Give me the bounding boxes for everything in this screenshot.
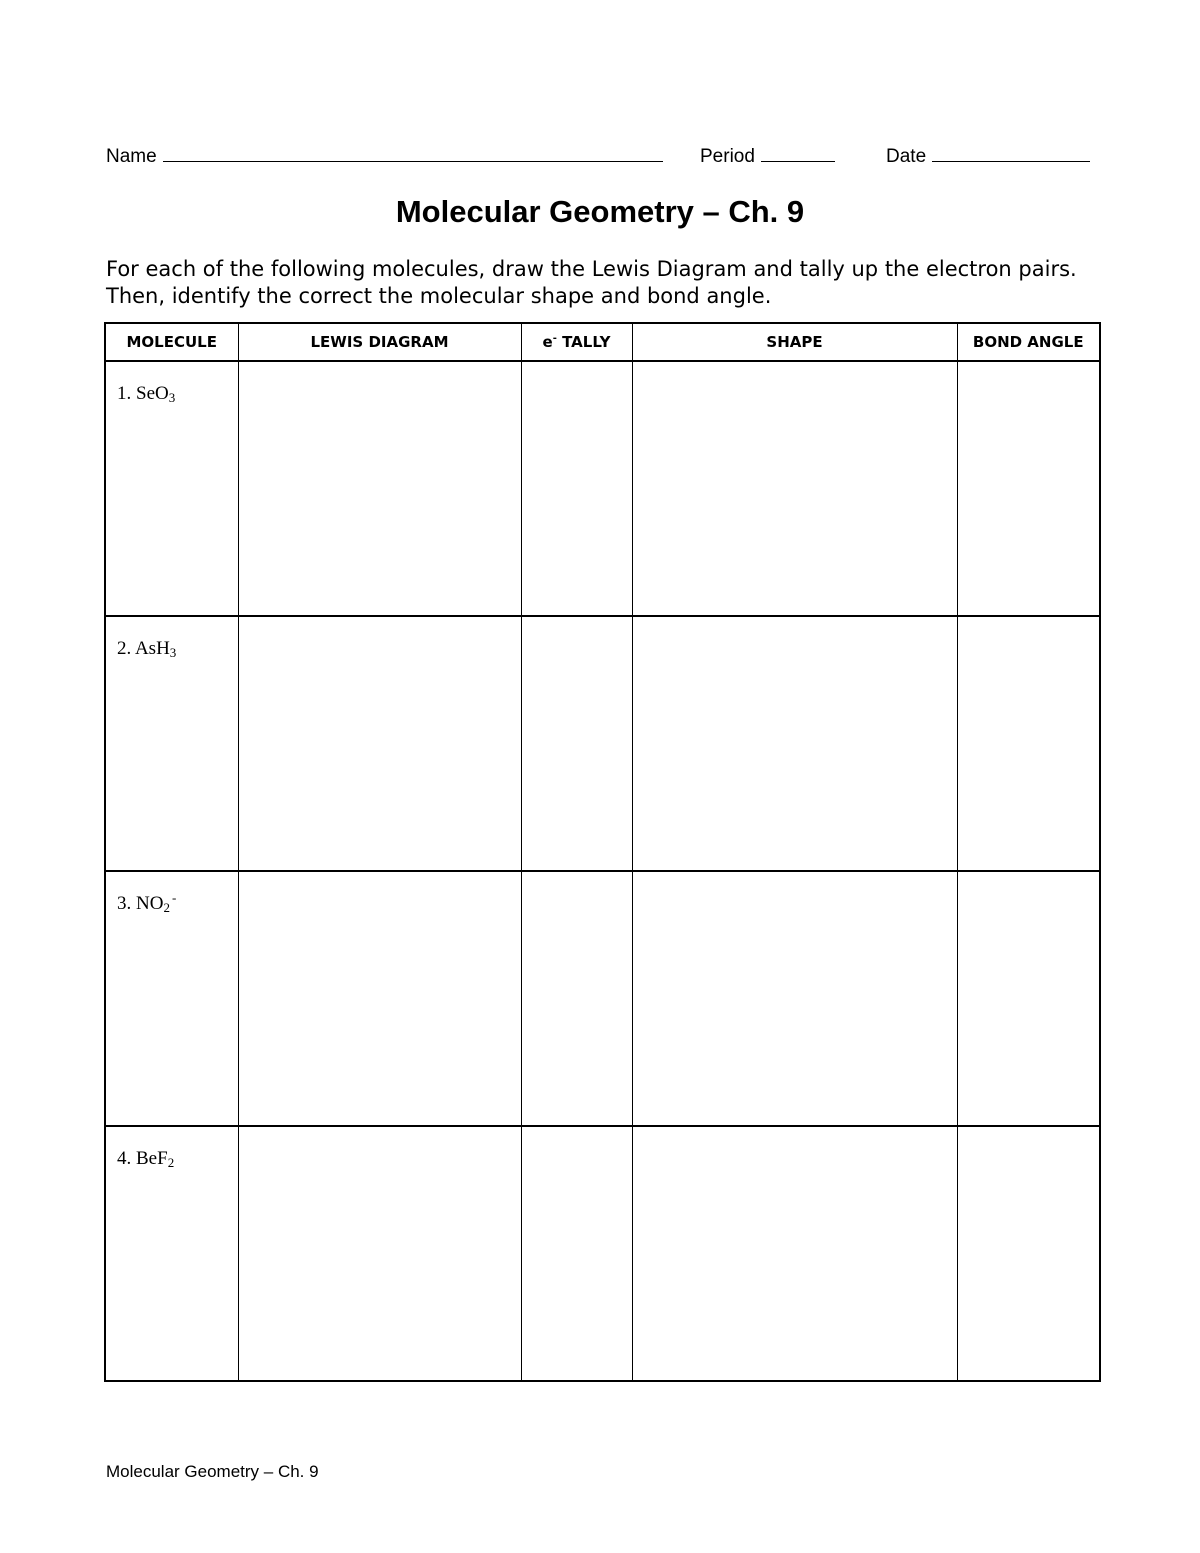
molecule-element: AsH <box>134 638 170 659</box>
page-title: Molecular Geometry – Ch. 9 <box>395 194 805 229</box>
shape-cell[interactable] <box>632 1126 957 1381</box>
molecule-label <box>106 617 238 661</box>
shape-cell[interactable] <box>632 616 957 871</box>
molecule-number: 4. <box>117 1148 132 1169</box>
molecule-subscript: 3 <box>169 645 177 660</box>
name-field <box>106 142 663 170</box>
lewis-diagram-cell[interactable] <box>238 616 521 871</box>
molecule-element: SeO <box>136 383 169 404</box>
molecule-number: 2. <box>117 638 132 659</box>
col-header-lewis-diagram: LEWIS DIAGRAM <box>238 323 521 361</box>
table-row <box>105 871 1100 1126</box>
molecule-element: NO <box>136 893 164 914</box>
tally-e: e <box>542 333 553 351</box>
date-field <box>886 142 1090 170</box>
name-blank[interactable] <box>163 142 663 162</box>
molecule-cell <box>105 616 238 871</box>
date-label: Date <box>886 146 927 167</box>
col-header-bond-angle: BOND ANGLE <box>957 323 1100 361</box>
table-header-row <box>105 323 1100 361</box>
molecule-subscript: 3 <box>168 390 176 405</box>
bond-angle-cell[interactable] <box>957 361 1100 616</box>
molecule-element: BeF <box>136 1148 168 1169</box>
tally-cell[interactable] <box>521 616 632 871</box>
table-row <box>105 361 1100 616</box>
tally-cell[interactable] <box>521 871 632 1126</box>
molecule-table <box>104 322 1101 1382</box>
period-blank[interactable] <box>761 142 835 162</box>
table-row <box>105 616 1100 871</box>
molecule-cell <box>105 361 238 616</box>
date-blank[interactable] <box>932 142 1090 162</box>
bond-angle-cell[interactable] <box>957 1126 1100 1381</box>
page-footer: Molecular Geometry – Ch. 9 <box>106 1462 319 1481</box>
col-header-tally <box>521 323 632 361</box>
lewis-diagram-cell[interactable] <box>238 871 521 1126</box>
col-header-shape: SHAPE <box>632 323 957 361</box>
molecule-subscript: 2 <box>163 900 170 915</box>
tally-cell[interactable] <box>521 1126 632 1381</box>
molecule-number: 1. <box>117 383 132 404</box>
molecule-charge: - <box>171 890 177 905</box>
name-label: Name <box>106 146 157 167</box>
period-label: Period <box>700 146 755 167</box>
tally-cell[interactable] <box>521 361 632 616</box>
table-row <box>105 1126 1100 1381</box>
shape-cell[interactable] <box>632 871 957 1126</box>
molecule-label <box>106 362 238 406</box>
molecule-label <box>106 872 238 916</box>
lewis-diagram-cell[interactable] <box>238 1126 521 1381</box>
molecule-label <box>106 1127 238 1171</box>
tally-rest: TALLY <box>556 333 611 351</box>
shape-cell[interactable] <box>632 361 957 616</box>
molecule-cell <box>105 871 238 1126</box>
molecule-number: 3. <box>117 893 132 914</box>
lewis-diagram-cell[interactable] <box>238 361 521 616</box>
col-header-molecule: MOLECULE <box>105 323 238 361</box>
bond-angle-cell[interactable] <box>957 616 1100 871</box>
student-info-line <box>106 142 1098 168</box>
bond-angle-cell[interactable] <box>957 871 1100 1126</box>
molecule-cell <box>105 1126 238 1381</box>
period-field <box>700 142 835 170</box>
instructions: For each of the following molecules, draw the Lewis Diagram and tally up the electron pairs. Then, identify the correct the molecular shape and bond angle. <box>106 257 1077 308</box>
tally-sup: - <box>552 333 557 344</box>
molecule-subscript: 2 <box>167 1155 175 1170</box>
